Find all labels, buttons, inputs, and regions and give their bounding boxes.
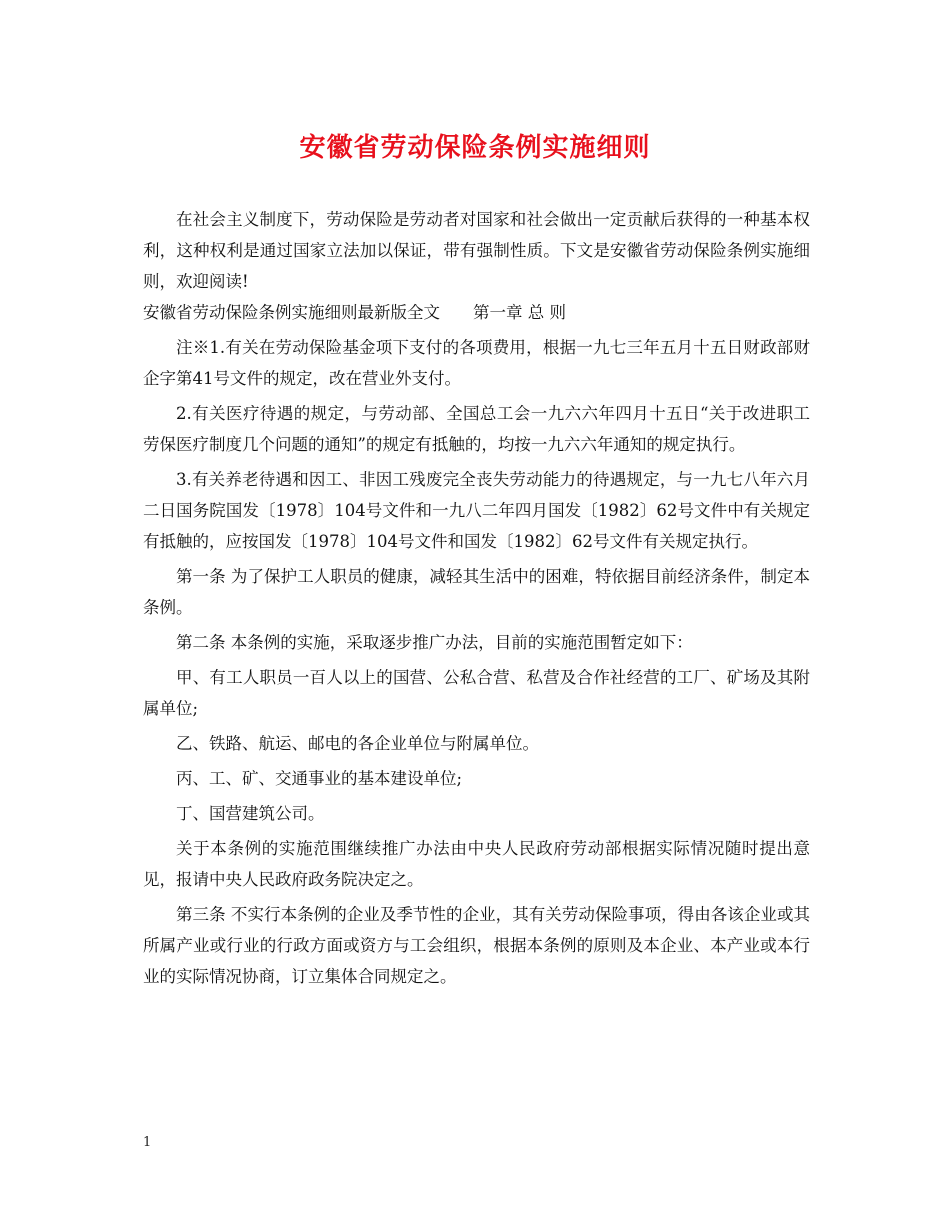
page-number: 1 xyxy=(143,1135,152,1150)
chapter-heading-line: 安徽省劳动保险条例实施细则最新版全文 第一章 总 则 xyxy=(143,303,566,322)
article-2-item-ding: 丁、国营建筑公司。 xyxy=(176,804,325,823)
article-3-paragraph: 第三条 不实行本条例的企业及季节性的企业，其有关劳动保险事项，得由各该企业或其所属产业或行业的行政方面或资方与工会组织，根据本条例的原则及本企业、本产业或本行业的实际情况协商，订立集体合同规定之。 xyxy=(143,905,810,986)
intro-paragraph: 在社会主义制度下，劳动保险是劳动者对国家和社会做出一定贡献后获得的一种基本权利，这种权利是通过国家立法加以保证，带有强制性质。下文是安徽省劳动保险条例实施细则，欢迎阅读! xyxy=(143,210,810,291)
scope-extension-paragraph: 关于本条例的实施范围继续推广办法由中央人民政府劳动部根据实际情况随时提出意见，报请中央人民政府政务院决定之。 xyxy=(143,839,810,889)
article-1-paragraph: 第一条 为了保护工人职员的健康，减轻其生活中的困难，特依据目前经济条件，制定本条例。 xyxy=(143,567,810,617)
note-2-paragraph: 2.有关医疗待遇的规定，与劳动部、全国总工会一九六六年四月十五日“关于改进职工劳保医疗制度几个问题的通知”的规定有抵触的，均按一九六六年通知的规定执行。 xyxy=(143,404,810,454)
document-body xyxy=(143,204,810,992)
note-3-paragraph: 3.有关养老待遇和因工、非因工残废完全丧失劳动能力的待遇规定，与一九七八年六月二日国务院国发〔1978〕104号文件和一九八二年四月国发〔1982〕62号文件中有关规定有抵触的，应按国发〔1978〕104号文件和国发〔1982〕62号文件有关规定执行。 xyxy=(143,470,810,551)
article-2-item-yi: 乙、铁路、航运、邮电的各企业单位与附属单位。 xyxy=(176,734,539,753)
article-2-paragraph: 第二条 本条例的实施，采取逐步推广办法，目前的实施范围暂定如下： xyxy=(176,633,693,652)
article-2-item-jia: 甲、有工人职员一百人以上的国营、公私合营、私营及合作社经营的工厂、矿场及其附属单位; xyxy=(143,668,810,718)
document-title: 安徽省劳动保险条例实施细则 xyxy=(299,133,651,163)
article-2-item-bing: 丙、工、矿、交通事业的基本建设单位; xyxy=(176,769,463,788)
note-1-paragraph: 注※1.有关在劳动保险基金项下支付的各项费用，根据一九七三年五月十五日财政部财企字第41号文件的规定，改在营业外支付。 xyxy=(143,338,810,388)
